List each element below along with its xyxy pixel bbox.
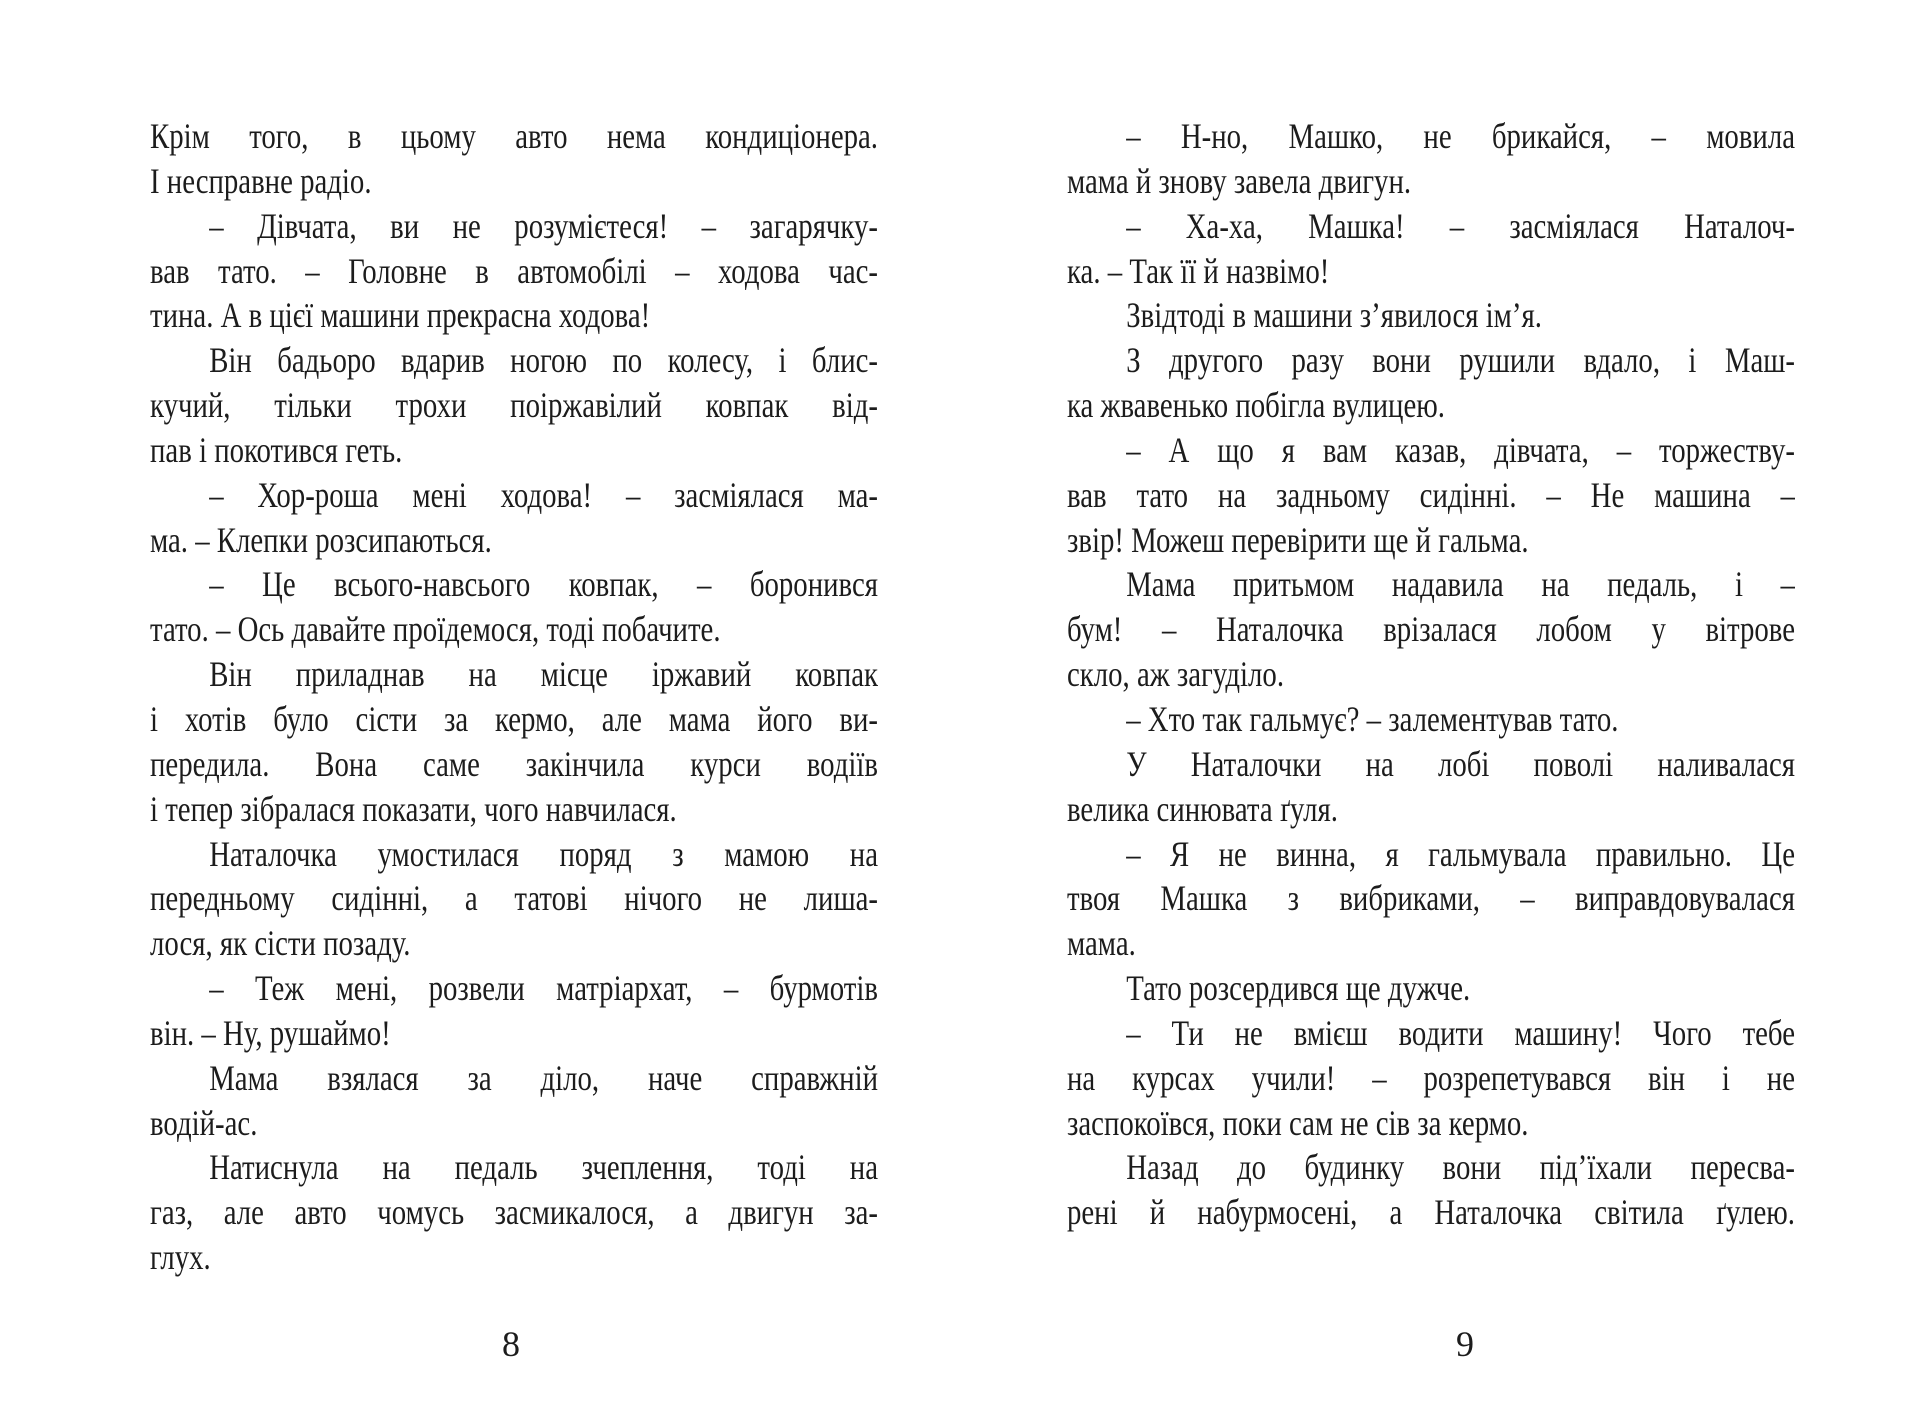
- text-line: Тато розсердився ще дужче.: [1126, 968, 1471, 1009]
- text-line: ма. – Клепки розсипаються.: [150, 519, 492, 560]
- text-line: Крім того, в цьому авто нема кондиціонера.: [150, 116, 878, 156]
- text-line: – Н-но, Машко, не брикайся, – мовила: [1126, 116, 1795, 156]
- text-line: Звідтоді в машини з’явилося ім’я.: [1126, 295, 1542, 336]
- text-line: пав і покотився геть.: [150, 429, 403, 470]
- text-line: на курсах учили! – розрепетувався він і не: [1067, 1057, 1795, 1098]
- text-line: велика синювата ґуля.: [1067, 788, 1338, 829]
- text-line: рені й набурмосені, а Наталочка світила ґулею.: [1067, 1192, 1795, 1233]
- text-line: ка. – Так її й назвімо!: [1067, 250, 1330, 291]
- left-page-text: [150, 114, 878, 1280]
- right-page: [960, 0, 1920, 1410]
- text-line: – Хто так гальмує? – залементував тато.: [1126, 698, 1619, 739]
- text-line: і хотів було сісти за кермо, але мама його ви-: [150, 698, 878, 739]
- text-line: Мама притьмом надавила на педаль, і –: [1126, 564, 1795, 605]
- text-line: лося, як сісти позаду.: [150, 923, 411, 964]
- text-line: звір! Можеш перевірити ще й гальма.: [1067, 519, 1529, 560]
- page-number-right: 9: [1456, 1324, 1474, 1364]
- text-line: Натиснула на педаль зчеплення, тоді на: [209, 1147, 878, 1188]
- text-line: У Наталочки на лобі поволі наливалася: [1126, 743, 1795, 784]
- text-line: – А що я вам казав, дівчата, – торжеству-: [1126, 429, 1795, 470]
- text-line: Назад до будинку вони під’їхали пересва-: [1126, 1147, 1795, 1188]
- text-line: – Хор-роша мені ходова! – засміялася ма-: [209, 474, 878, 515]
- text-line: мама й знову завела двигун.: [1067, 160, 1412, 201]
- text-line: – Я не винна, я гальмувала правильно. Це: [1126, 833, 1795, 874]
- text-line: передила. Вона саме закінчила курси водіїв: [150, 743, 878, 784]
- text-line: тато. – Ось давайте проїдемося, тоді побачите.: [150, 609, 721, 650]
- text-line: тина. А в цієї машини прекрасна ходова!: [150, 295, 651, 336]
- text-line: передньому сидінні, а татові нічого не лиша-: [150, 878, 878, 919]
- text-line: Він приладнав на місце іржавий ковпак: [209, 654, 878, 695]
- text-line: скло, аж загуділо.: [1067, 654, 1285, 695]
- page-number-left: 8: [502, 1324, 520, 1364]
- text-line: – Це всього-навсього ковпак, – боронився: [209, 564, 878, 605]
- text-line: З другого разу вони рушили вдало, і Маш-: [1126, 340, 1795, 381]
- text-line: І несправне радіо.: [150, 160, 372, 201]
- text-line: мама.: [1067, 923, 1136, 964]
- text-line: і тепер зібралася показати, чого навчилася.: [150, 788, 677, 829]
- text-line: твоя Машка з вибриками, – виправдовувалася: [1067, 878, 1795, 919]
- right-page-text: [1067, 114, 1795, 1235]
- text-line: вав тато на задньому сидінні. – Не машина –: [1067, 474, 1795, 515]
- text-line: кучий, тільки трохи поіржавілий ковпак від-: [150, 385, 878, 426]
- text-line: – Дівчата, ви не розумієтеся! – загарячку-: [209, 205, 878, 246]
- text-line: Він бадьоро вдарив ногою по колесу, і блис-: [209, 340, 878, 381]
- text-line: ка жвавенько побігла вулицею.: [1067, 385, 1445, 426]
- text-line: Мама взялася за діло, наче справжній: [209, 1057, 878, 1098]
- text-line: Наталочка умостилася поряд з мамою на: [209, 833, 878, 874]
- text-line: газ, але авто чомусь засмикалося, а двигун за-: [150, 1192, 878, 1233]
- text-line: – Теж мені, розвели матріархат, – бурмотів: [209, 968, 878, 1009]
- text-line: він. – Ну, рушаймо!: [150, 1012, 391, 1053]
- text-line: бум! – Наталочка врізалася лобом у вітрове: [1067, 609, 1795, 650]
- text-line: глух.: [150, 1237, 211, 1278]
- text-line: – Ха-ха, Машка! – засміялася Наталоч-: [1126, 205, 1795, 246]
- text-line: заспокоївся, поки сам не сів за кермо.: [1067, 1102, 1529, 1143]
- text-line: – Ти не вмієш водити машину! Чого тебе: [1126, 1012, 1795, 1053]
- text-line: водій-ас.: [150, 1102, 258, 1143]
- text-line: вав тато. – Головне в автомобілі – ходова час-: [150, 250, 878, 291]
